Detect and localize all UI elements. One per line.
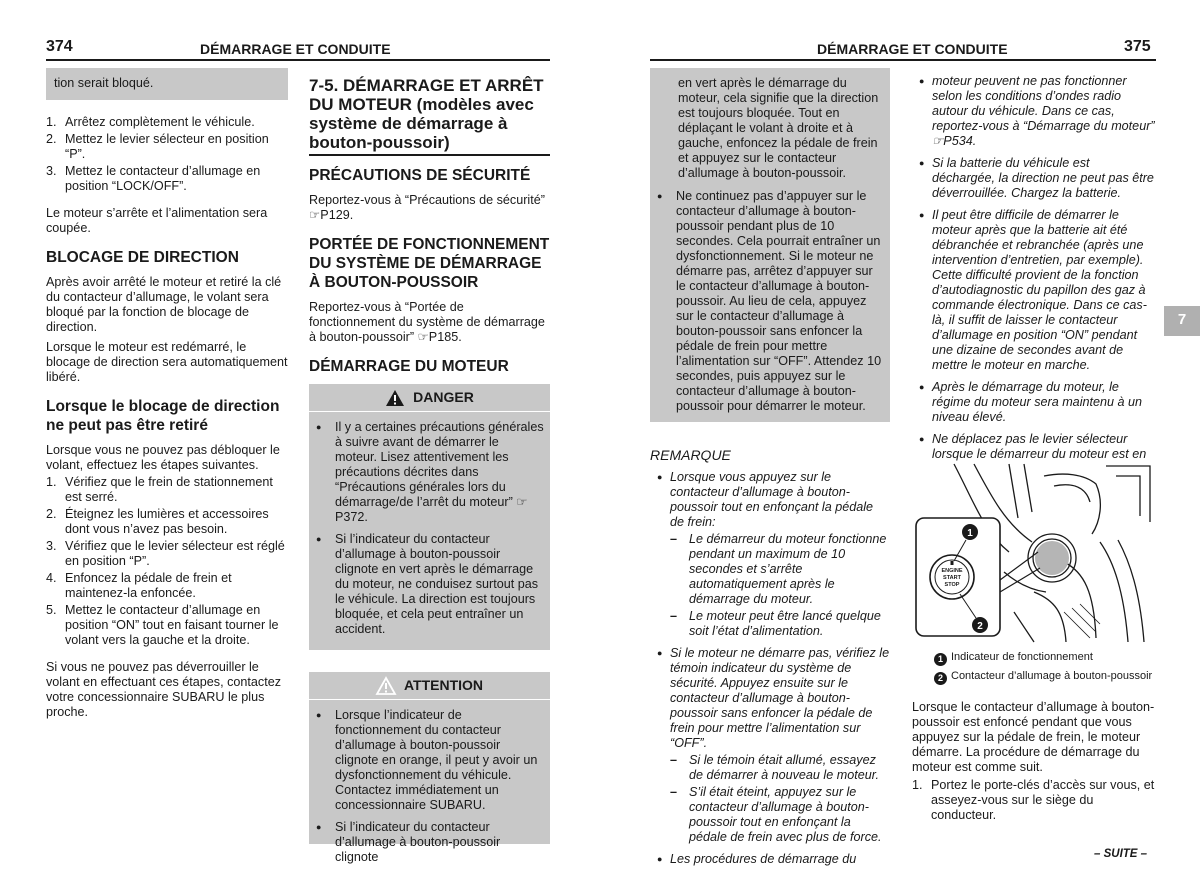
left-page-column-1 [46, 68, 288, 732]
list-item: ● Ne continuez pas d’appuyer sur le contacteur d’allumage à bouton-poussoir pendant plus de 10 secondes. Cela pourrait entraîner un dysfonctionnement. Si le moteur ne démarre pas, arrêtez d’appuyer sur le contacteur d’allumage à bouton-poussoir. Au lieu de cela, appuyez sur le contacteur d’allumage à bouton-poussoir sans enfoncer la pédale de frein pour mettre l’alimentation sur “OFF”. Attendez 10 secondes, puis appuyez sur le contacteur d’allumage à bouton-poussoir pour démarrer le moteur. [650, 189, 884, 414]
list-item [46, 475, 288, 505]
step-text: Éteignez les lumières et accessoires dont vous n’avez pas besoin. [65, 507, 269, 536]
right-running-title: DÉMARRAGE ET CONDUITE [817, 41, 1008, 57]
list-item [46, 603, 288, 648]
warning-triangle-icon [385, 389, 405, 407]
attention-label: ATTENTION [403, 677, 484, 693]
list-item: ● Il peut être difficile de démarrer le moteur après que la batterie ait été débranchée et rebranchée (après une intervention d’entretien, par exemple). Cette difficulté provient de la fonction d’autodiagnostic du papillon des gaz à commande électronique. Dans ce cas-là, il suffit de laisser le contacteur d’allumage en position “ON” pendant une dizaine de secondes avant de mettre le moteur en marche. [912, 208, 1156, 373]
step-text: Enfoncez la pédale de frein et maintenez-la enfoncée. [65, 571, 232, 600]
step-number: 1. [912, 778, 923, 792]
list-item [46, 164, 288, 194]
unlock-intro: Lorsque vous ne pouvez pas débloquer le volant, effectuez les étapes suivantes. [46, 443, 280, 472]
list-item: – Si le témoin était allumé, essayez de démarrer à nouveau le moteur. [670, 753, 890, 783]
list-item: ● Si l’indicateur du contacteur d’allumage à bouton-poussoir clignote en vert après le démarrage du moteur, ne conduisez surtout pas le véhicule. La direction est toujours bloquée, et cela peut entraîner un accident. [309, 532, 544, 637]
step-number: 2. [46, 507, 57, 521]
list-item [46, 507, 288, 537]
danger-label: DANGER [413, 389, 474, 405]
callout-1: 1 [967, 528, 973, 539]
caution-triangle-icon [376, 677, 396, 695]
left-page-number: 374 [46, 38, 73, 55]
list-item: – Le démarreur du moteur fonctionne pendant un maximum de 10 secondes et s’arrête automatiquement après le démarrage du moteur. [670, 532, 890, 607]
list-item [46, 571, 288, 601]
safety-precautions-ref: Reportez-vous à “Précautions de sécurité” ☞P129. [309, 193, 545, 222]
list-item [650, 470, 890, 639]
figure-captions [934, 650, 1156, 685]
step-number: 1. [46, 475, 57, 489]
start-procedure-para: Lorsque le contacteur d’allumage à bouton-poussoir est enfoncé pendant que vous appuyez sur la pédale de frein, le moteur démarre. La procédure de démarrage du moteur est comme suit. [912, 700, 1155, 774]
steering-lock-para: Après avoir arrêté le moteur et retiré la clé du contacteur d’allumage, le volant sera bloqué par la fonction de blocage de direction. [46, 275, 282, 334]
step-text: Mettez le contacteur d’allumage en position “ON” tout en faisant tourner le volant vers la gauche et la droite. [65, 603, 279, 647]
step-text: Arrêtez complètement le véhicule. [65, 115, 255, 129]
steps-list-1 [46, 115, 288, 194]
button-label-start: START [943, 575, 961, 581]
attention-box [309, 672, 550, 864]
list-item: ● Ne déplacez pas le levier sélecteur lorsque le démarreur du moteur est en [912, 432, 1156, 477]
section-title-rule [309, 154, 550, 156]
right-page-column-2 [912, 74, 1156, 484]
step-text: Mettez le contacteur d’allumage en position “LOCK/OFF”. [65, 164, 261, 193]
danger-list [309, 412, 550, 637]
push-button-ignition-figure [914, 462, 1154, 646]
caption-text: Indicateur de fonctionnement [951, 651, 1093, 663]
right-page-number: 375 [1124, 38, 1151, 55]
step-number: 3. [46, 164, 57, 178]
box-text: en vert après le démarrage du moteur, cela signifie que la direction est toujours bloquée. Tout en déplaçant le volant à droite et à gauche, enfoncez la pédale de frein et appuyez sur le contacteur d’allumage à bouton-poussoir. [678, 76, 879, 180]
list-item: ● moteur peuvent ne pas fonctionner selon les conditions d’ondes radio autour du véhicule. Dans ce cas, reportez-vous à “Démarrage du moteur” ☞P534. [912, 74, 1156, 149]
attention-box-header [309, 672, 550, 700]
remarque-heading: REMARQUE [650, 447, 731, 463]
remarque-list-continued [912, 74, 1156, 477]
steps-list-2 [46, 475, 288, 648]
step-number: 1. [46, 115, 57, 129]
list-item: ● Les procédures de démarrage du [650, 852, 890, 867]
attention-cont-list [650, 189, 884, 414]
danger-box [309, 384, 550, 650]
left-page-column-2 [309, 74, 550, 864]
chapter-tab: 7 [1164, 306, 1200, 336]
box-text: tion serait bloqué. [54, 76, 154, 90]
list-item: – S’il était éteint, appuyez sur le contacteur d’allumage à bouton-poussoir tout en enfonçant la pédale de frein avec plus de force. [670, 785, 890, 845]
caption-1 [934, 650, 1156, 666]
list-item: ● Si l’indicateur du contacteur d’allumage à bouton-poussoir clignote [309, 820, 544, 865]
remark-sublist [670, 532, 890, 639]
attention-list [309, 700, 550, 865]
start-steps-list [912, 778, 1156, 823]
safety-precautions-heading: PRÉCAUTIONS DE SÉCURITÉ [309, 167, 531, 184]
list-item [46, 132, 288, 162]
start-procedure [912, 700, 1156, 835]
danger-box-header [309, 384, 550, 412]
list-item: ● Après le démarrage du moteur, le régime du moteur sera maintenu à un niveau élevé. [912, 380, 1156, 425]
contact-dealer-para: Si vous ne pouvez pas déverrouiller le volant en effectuant ces étapes, contactez votre concessionnaire SUBARU le plus proche. [46, 660, 282, 719]
left-running-title: DÉMARRAGE ET CONDUITE [200, 41, 391, 57]
step-number: 4. [46, 571, 57, 585]
list-item: ● Lorsque l’indicateur de fonctionnement du contacteur d’allumage à bouton-poussoir clignote en orange, il peut y avoir un dysfonctionnement du véhicule. Contactez immédiatement un concessionnaire SUBARU. [309, 708, 544, 813]
continued-marker: – SUITE – [1094, 848, 1148, 860]
callout-1-marker: 1 [934, 653, 947, 666]
operating-range-ref: Reportez-vous à “Portée de fonctionnement du système de démarrage à bouton-poussoir” ☞P185. [309, 300, 545, 344]
list-item: – Le moteur peut être lancé quelque soit l’état d’alimentation. [670, 609, 890, 639]
callout-2: 2 [977, 621, 983, 632]
step-number: 5. [46, 603, 57, 617]
operating-range-heading: PORTÉE DE FONCTIONNEMENT DU SYSTÈME DE DÉMARRAGE À BOUTON-POUSSOIR [309, 236, 550, 291]
engine-start-heading: DÉMARRAGE DU MOTEUR [309, 358, 509, 375]
list-item [46, 539, 288, 569]
warning-box-continuation [46, 68, 288, 100]
engine-stop-note: Le moteur s’arrête et l’alimentation sera coupée. [46, 206, 268, 235]
steering-lock-heading: BLOCAGE DE DIRECTION [46, 249, 239, 266]
caption-2 [934, 669, 1156, 685]
list-item [650, 646, 890, 845]
right-page-column-1 [650, 68, 890, 874]
left-header-rule [46, 59, 550, 61]
steering-lock-release-para: Lorsque le moteur est redémarré, le blocage de direction sera automatiquement libéré. [46, 340, 288, 384]
attention-box-continuation [650, 68, 890, 422]
caption-text: Contacteur d’allumage à bouton-poussoir [951, 670, 1153, 682]
list-item [912, 778, 1156, 823]
list-item: ● Si la batterie du véhicule est déchargée, la direction ne peut pas être déverrouillée. Chargez la batterie. [912, 156, 1156, 201]
step-text: Portez le porte-clés d’accès sur vous, et asseyez-vous sur le siège du conducteur. [931, 778, 1155, 822]
step-number: 2. [46, 132, 57, 146]
list-item [46, 115, 288, 130]
step-text: Mettez le levier sélecteur en position “P”. [65, 132, 269, 161]
callout-2-marker: 2 [934, 672, 947, 685]
step-text: Vérifiez que le levier sélecteur est réglé en position “P”. [65, 539, 285, 568]
lock-not-released-heading: Lorsque le blocage de direction ne peut pas être retiré [46, 398, 280, 434]
step-text: Vérifiez que le frein de stationnement est serré. [65, 475, 273, 504]
button-label-engine: ENGINE [941, 568, 963, 574]
remark-sublist [670, 753, 890, 845]
remark-text: Lorsque vous appuyez sur le contacteur d’allumage à bouton-poussoir tout en enfonçant la pédale de frein: [670, 470, 874, 529]
step-number: 3. [46, 539, 57, 553]
button-label-stop: STOP [944, 582, 960, 588]
right-header-rule [650, 59, 1156, 61]
remark-text: Si le moteur ne démarre pas, vérifiez le témoin indicateur du système de sécurité. Appuyez ensuite sur le contacteur d’allumage à bouton-poussoir sans enfoncer la pédale de frein pour mettre l’alimentation sur “OFF”. [670, 646, 890, 750]
list-item: ● Il y a certaines précautions générales à suivre avant de démarrer le moteur. Lisez attentivement les précautions décrites dans “Précautions générales lors du démarrage/de l’arrêt du moteur” ☞P372. [309, 420, 544, 525]
section-title: 7-5. DÉMARRAGE ET ARRÊT DU MOTEUR (modèles avec système de démarrage à bouton-poussoir) [309, 76, 544, 152]
remarque-list [650, 470, 890, 867]
